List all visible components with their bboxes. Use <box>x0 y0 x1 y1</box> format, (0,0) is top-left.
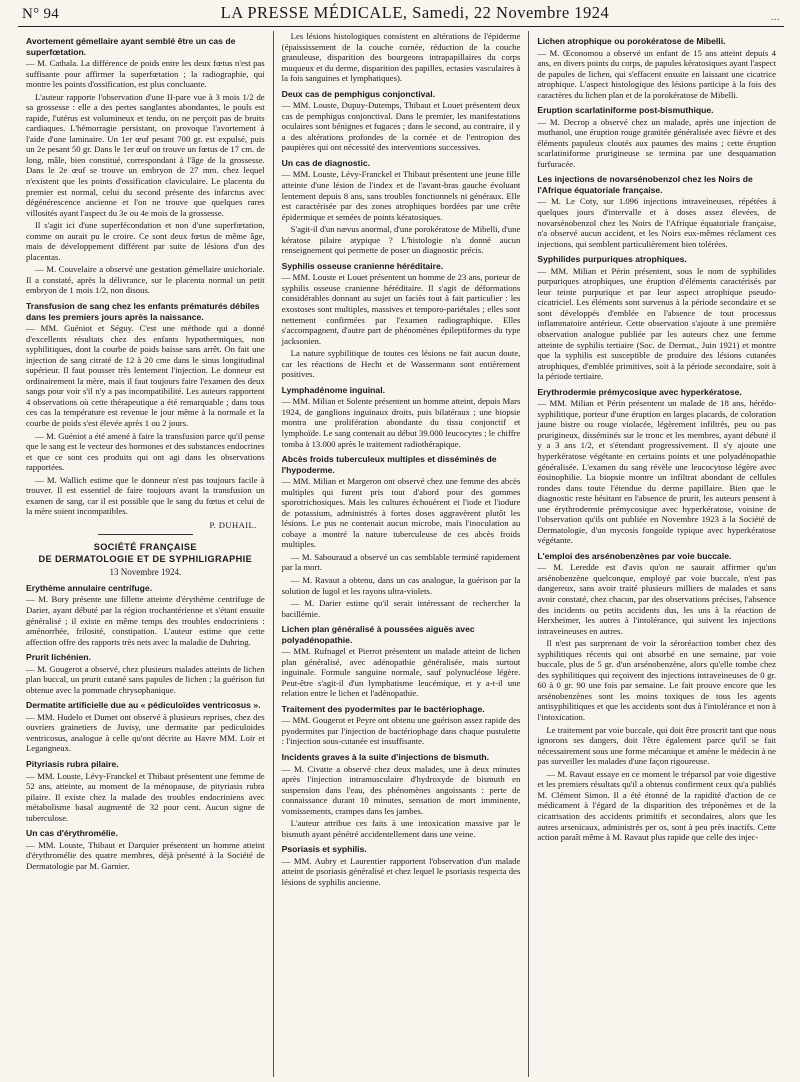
session-date: 13 Novembre 1924. <box>109 567 182 578</box>
paragraph: — MM. Milian et Solente présentent un homme atteint, depuis Mars 1924, de ganglions inguinaux droits, puis bilatéraux ; une biopsie montra une prolifération abondante du tissu conjonctif et lymphoïde. Le sang contenait au début 39.000 leucocytes ; le chiffre tomba à 13.000 après le traitement radiothérapique. <box>281 396 521 449</box>
paragraph: — M. Gougerot a observé, chez plusieurs malades atteints de lichen plan buccal, un prurit cutané sans papules de lichen ; la guérison fut obtenue avec la pommade chrysophanique. <box>26 663 265 695</box>
paragraph: — MM. Louste, Dupuy-Dutemps, Thibaut et Louet présentent deux cas de pemphigus conjonctival. Dans le premier, les manifestations oculaires sont bénignes et fugaces ; dans le second, au contraire, il y a des altérations profondes de la cornée et de l'entropion des paupières qui ont nécessité des interventions successives. <box>281 100 521 153</box>
paragraph: — MM. Rufnagel et Pierrot présentent un malade atteint de lichen plan généralisé, avec adénopathie généralisée, mais surtout inguinale. Formule sanguine normale, sauf polynucléose légère. Peut-être s'agit-il d'un lymphatisme leucémique, et y a-t-il une relation entre le lichen et l'adénopathie. <box>281 646 521 699</box>
heading-transfusion: Transfusion de sang chez les enfants prématurés débiles dans les premiers jours après la naissance. <box>26 301 260 322</box>
heading-erytheme: Erythème annulaire centrifuge. <box>26 582 153 593</box>
heading-dermatite: Dermatite artificielle due au « pédiculoïdes ventricosus ». <box>26 700 261 711</box>
paragraph: — MM. Milian et Margeron ont observé chez une femme des abcès multiples qui furent pris tout d'abord pour des gommes sporotrichosiques. Mais les cultures échouèrent et l'iode et l'iodure de potassium, administrés à fortes doses aggravèrent plutôt les lésions. Le pus ne contenait aucun microbe, mais l'inoculation au cobaye a montré la nature tuberculeuse de ces abcès froids multiples. <box>281 476 521 550</box>
column-3 <box>528 31 784 1077</box>
heading-avortement: Avortement gémellaire ayant semblé être un cas de superfœtation. <box>26 36 236 57</box>
column-1 <box>18 31 273 1077</box>
paragraph: — MM. Louste, Lévy-Franckel et Thibaut présentent une jeune fille atteinte d'une lésion de l'index et de l'avant-bras gauche évoluant lentement depuis 8 ans, sans troubles fonctionnels ni généraux. Elle est caractérisée par des zones atrophiques bordées par une crête épidermique et semées de points kératosiques. <box>281 169 521 222</box>
paragraph: Les lésions histologiques consistent en altérations de l'épiderme (épaississement de la couche cornée, réduction de la couche granuleuse, disparition des bourgeons intrapapillaires du corps muqueux et du derme, disparition des papilles, ectasies vasculaires à la fois sanguines et lymphatiques). <box>281 31 521 84</box>
heading-pyodermites: Traitement des pyodermites par le bactériophage. <box>281 703 485 714</box>
paragraph: Il s'agit ici d'une superfécondation et non d'une superfœtation, comme on aurait pu le croire. Ce sont deux fœtus de même âge, mais de développement différent par suite de lésions d'un des placentas. <box>26 220 265 262</box>
paragraph: — M. Sabouraud a observé un cas semblable terminé rapidement par la mort. <box>281 551 521 573</box>
columns <box>18 31 784 1077</box>
heading-lichen-atrophique: Lichen atrophique ou porokératose de Mibelli. <box>537 36 726 46</box>
paragraph: — M. Wallich estime que le donneur n'est pas toujours facile à trouver. Il est essentiel de faire toujours avant la transfusion un examen de sang, car il est possible que le sang du fœtus et celui de la mère soient incompatibles. <box>26 474 265 517</box>
paragraph: — M. Couvelaire a observé une gestation gémellaire unichoriale. Il a constaté, après la délivrance, sur le placenta normal un petit embryon de 1 mois 1/2, non disous. <box>26 264 265 296</box>
society-line-1: SOCIÉTÉ FRANÇAISE <box>93 542 197 553</box>
paragraph: — M. Le Coty, sur 1.096 injections intraveineuses, répétées à quelques jours d'intervalle et à doses assez élevées, de novarsénobenzol chez les Noirs de l'Afrique équatoriale française, n'a observé aucun accident, et les Noirs eux-mêmes réclament ces injections, qui semblent particulièrement bien tolérées. <box>537 196 777 249</box>
paragraph: — M. Ravaut essaye en ce moment le tréparsol par voie digestive et les premiers résultats qu'il a obtenus confirment ceux qu'a publiés M. Clément Simon. Il a été étonné de la rapidité d'action de ce médicament à l'égard de la disparition des tréponèmes et de la cicatrisation des accidents primitifs et secondaires, alors que les autres arsenicaux, administrés per os, sont à peu près inactifs. Cette action paraît même à M. Ravaut plus rapide que celle des injec- <box>537 768 777 843</box>
paragraph: — M. Darier estime qu'il serait intéressant de rechercher la bacillémie. <box>281 598 521 619</box>
heading-novarsenobenzol: Les injections de novarsénobenzol chez les Noirs de l'Afrique équatoriale française. <box>537 174 753 195</box>
paragraph: — M. Cathala. La différence de poids entre les deux fœtus n'est pas suffisante pour affirmer la superfœtation ; la radiographie, qui montre les points d'ossification, est plus concluante. <box>26 58 265 90</box>
paragraph: — MM. Gougerot et Peyre ont obtenu une guérison assez rapide des pyodermites par l'injection de bactériophage dans chaque pustulette : l'injection sous-cutanée est insuffisante. <box>281 715 521 747</box>
paragraph: Il n'est pas surprenant de voir la séroréaction tomber chez des syphilitiques récents qui ont absorbé en une semaine, par voie buccale, plus de 5 gr. d'un arsénobenzène, alors qu'elle tombe chez des syphilitiques qui reçoivent des injections intraveineuses de 0 gr. 60 à 0 gr. 90 une fois par semaine. Le fait prouve encore que les arsénobenzènes sont les moins toxiques de tous les agents antisyphilitiques et que les accidents sont dus à l'intolérance et non à l'intoxication. <box>537 638 777 723</box>
heading-erythromelie: Un cas d'érythromélie. <box>26 828 118 839</box>
heading-syphilis-osseuse: Syphilis osseuse cranienne héréditaire. <box>281 260 444 271</box>
heading-arsenobenzenes: L'emploi des arsénobenzènes par voie buccale. <box>537 550 732 561</box>
heading-abces: Abcès froids tuberculeux multiples et disséminés de l'hypoderme. <box>281 454 497 475</box>
paragraph: — MM. Hudelo et Dumet ont observé à plusieurs reprises, chez des ouvriers grainetiers de Juvisy, une dermatite par pediculoides ventricosus, analogue à celle qu'ont décrite au Havre MM. Loir et Legangneux. <box>26 711 265 754</box>
column-2 <box>273 31 529 1077</box>
paragraph: La nature syphilitique de toutes ces lésions ne fait aucun doute, car les réactions de Hecht et de Wassermann sont entièrement positives. <box>281 348 521 380</box>
separator <box>98 534 193 535</box>
heading-lichen-plan: Lichen plan généralisé à poussées aiguës avec polyadénopathie. <box>281 624 475 645</box>
header-rule <box>18 26 784 27</box>
heading-syphilides: Syphilides purpuriques atrophiques. <box>537 254 687 265</box>
heading-psoriasis: Psoriasis et syphilis. <box>281 844 367 855</box>
heading-pityriasis: Pityriasis rubra pilaire. <box>26 759 119 770</box>
heading-diagnostic: Un cas de diagnostic. <box>281 157 371 168</box>
society-title <box>26 541 265 565</box>
header-dots: ... <box>770 11 780 23</box>
paragraph: L'auteur attribue ces faits à une intoxication massive par le bismuth ayant pénétré accidentellement dans une veine. <box>281 818 521 839</box>
paragraph: — MM. Louste, Lévy-Franckel et Thibaut présentent une femme de 52 ans, atteinte, au moment de la ménopause, de pityriasis rubra pilaire. Il existe chez la malade des troubles endocriniens avec métabolisme basal augmenté de 32 pour cent. Aucun signe de tuberculose. <box>26 770 265 823</box>
paragraph: — M. Ravaut a obtenu, dans un cas analogue, la guérison par la solution de lugol et les rayons ultra-violets. <box>281 574 521 596</box>
paragraph: — M. Œconomou a observé un enfant de 15 ans atteint depuis 4 ans, en divers points du corps, de papules kératosiques ayant l'aspect de papules de lichen, qui s'effacent ensuite en laissant une cicatrice atrophique. L'aspect histologique des lésions participe à la fois des caractères du lichen plan et de la porokératose de Mibelli. <box>537 47 777 100</box>
heading-lymphadenome: Lymphadénome inguinal. <box>281 384 385 395</box>
paragraph: — M. Decrop a observé chez un malade, après une injection de muthanol, une éruption rouge granitée généralisée avec fièvre et des éléments papuleux cloutés aux paumes des mains ; cette éruption scarlatiniforme prurigineuse se termina par une desquamation furfuracée. <box>537 116 777 169</box>
paragraph: S'agit-il d'un nævus anormal, d'une porokératose de Mibelli, d'une kératose pilaire atypique ? L'histologie n'a donné aucun renseignement qui permette de poser un diagnostic précis. <box>281 224 521 256</box>
signature: P. DUHAIL. <box>209 519 257 530</box>
paragraph: — M. Bory présente une fillette atteinte d'érythème centrifuge de Darier, ayant débuté par la région trochantérienne et s'étant ensuite généralisé ; il existe en même temps des troubles endocriniens : aménorrhée, frilosité, constipation. L'auteur estime que cette affection offre des rapports très nets avec la maladie de Duhring. <box>26 594 265 647</box>
heading-bismuth: Incidents graves à la suite d'injections de bismuth. <box>281 752 490 763</box>
paragraph: — M. Civatte a observé chez deux malades, une à deux minutes après l'injection intramusculaire d'hydroxyde de bismuth en suspension dans l'eau, des phénomènes angoissants : perte de connaissance durant 10 minutes, sensation de mort imminente, vomissements, crampes dans les jambes. <box>281 763 521 816</box>
paragraph: — MM. Milian et Périn présentent un malade de 18 ans, hérédo-syphilitique, porteur d'une éruption en larges placards, de coloration jaune bistre ou rouge violacée, légèrement infiltrés, peu ou pas prurigineux, disséminés sur le tronc et les membres, ayant débuté il y a 3 ans 1/2, et s'étendant progressivement. Il s'y ajoute une hyperkératose végétante en certains points et une polyadénopathie généralisée. L'examen du sang révèle une leucocytose légère avec éosinophilie. La biopsie montre un infiltrat abondant de cellules rondes dans toute l'étendue du derme papillaire. Bien que le diagnostic reste hésitant en l'absence de prurit, les auteurs pensent à une érythrodermie prémycosique avec hyperkératose, voisine de l'observation qu'ils ont publiée en Novembre 1923 à la Société de Dermatologie, d'un mycosis fongoïde typique avec hyperkératose végétante. <box>537 398 777 546</box>
paragraph: — M. Leredde est d'avis qu'on ne saurait affirmer qu'un arsénobenzène quelconque, employé par voie buccale, n'est pas dangereux, sans avoir traité plusieurs milliers de malades et sans avoir constaté, chez chacun, par des observations précises, l'absence des incidents ou petits accidents dus, les uns à la réaction de Herxheimer, les autres à l'intolérance, qui suivent les injections intraveineuses en autres. <box>537 562 777 636</box>
page-header <box>18 0 784 26</box>
paragraph: — MM. Louste et Louet présentent un homme de 23 ans, porteur de syphilis osseuse cranienne héréditaire. Il s'agit de déformations considérables donnant au sujet un faciès tout à fait particulier : les exostoses sont multiples, massives et temporo-pariétales ; elles sont nettement confirmées par l'examen radiographique. Elles s'accompagnent, d'autre part de phénomènes épileptiformes du type jacksonien. <box>281 272 521 346</box>
heading-erythrodermie: Erythrodermie prémycosique avec hyperkératose. <box>537 386 742 397</box>
paragraph: — M. Guéniot a été amené à faire la transfusion parce qu'il pense que le sang est le vecteur des hormones et des substances endocrines et que ce sont ces produits qui ont agi dans les observations rapportées. <box>26 430 265 473</box>
paragraph: — MM. Milian et Périn présentent, sous le nom de syphilides purpuriques atrophiques, une éruption d'éléments caractérisés par leur teinte purpurique et par leur aspect atrophique pseudo-cicatriciel. Les éléments sont survenus à la période secondaire et se sont développés d'emblée en l'absence de tout processus inflammatoire antérieur. Cette observation s'ajoute à une première observation analogue publiée par les auteurs chez une femme atteinte de syphilis tertiaire (Soc. de Dermat., Juin 1921) et montre que la syphilis est susceptible de produire des lésions cutanées atrophiques, d'emblée primitives, soit à la période secondaire, soit à la période tertiaire. <box>537 265 777 382</box>
paragraph: Le traitement par voie buccale, qui doit être proscrit tant que nous ignorons ses dangers, doit l'être également parce qu'il se fait nécessairement sous une forme mécanique et amène le médecin à ne pas surveiller les malades d'une façon rigoureuse. <box>537 724 777 767</box>
heading-eruption: Eruption scarlatiniforme post-bismuthique. <box>537 105 714 116</box>
paragraph: — MM. Aubry et Laurentier rapportent l'observation d'un malade atteint de psoriasis généralisé et chez lequel le psoriasis respecta des lésions de syphilis ancienne. <box>281 855 521 887</box>
society-line-2: DE DERMATOLOGIE ET DE SYPHILIGRAPHIE <box>38 554 253 565</box>
journal-title: LA PRESSE MÉDICALE, Samedi, 22 Novembre 1924 <box>220 3 610 22</box>
heading-pemphigus: Deux cas de pemphigus conjonctival. <box>281 88 435 99</box>
issue-number: N° 94 <box>22 6 60 22</box>
paragraph: — MM. Louste, Thibaut et Darquier présentent un homme atteint d'érythromélie des quatre membres, déjà présenté à la Société de Dermatologie par M. Garnier. <box>26 839 265 871</box>
paragraph: — MM. Guéniot et Séguy. C'est une méthode qui a donné d'excellents résultats chez des enfants hypothermiques, non syphilitiques, dont la courbe de poids baisse sans arrêt. On fait une injection de sang citraté de 12 à 20 cme dans le sinus longitudinal supérieur. Il faut pousser très lentement l'injection. Le donneur est ordinairement la mère, mais il faut toujours faire l'examen des deux sangs pour voir s'il n'y a pas incompatibilité. Les auteurs rapportent 4 observations où cette thérapeutique a été remarquable ; dans tous ces cas la température est revenue le jour même à la normale et la courbe de poids s'est élevée après 1 ou 2 jours. <box>26 323 265 428</box>
paragraph: L'auteur rapporte l'observation d'une II-pare vue à 3 mois 1/2 de sa grossesse : elle a des pertes sanglantes abondantes, le pouls est rapide, l'utérus est volumineux et tendu, on ne perçoit pas de bruits cardiaques. L'hémorragie persistant, on provoque l'avortement à l'aide d'une laminaire. Un 1er œuf pesant 700 gr. est expulsé, puis un 2e pesant 50 gr. Dans le 1er œuf on trouve un fœtus de 17 cm. de long, mâle, bien constitué, correspondant à l'âge de la grossesse. Dans le 2e œuf se trouve un embryon de 27 mm. chez lequel n'existent que les points d'ossification claviculaire. Le placenta du premier est normal, celui du second présente des infarctus avec dégénérescence ancienne et l'on ne trouve que quelques rares villosités ayant l'aspect du 3e ou 4e mois de la grossesse. <box>26 91 265 218</box>
heading-prurit: Prurit lichénien. <box>26 652 91 663</box>
